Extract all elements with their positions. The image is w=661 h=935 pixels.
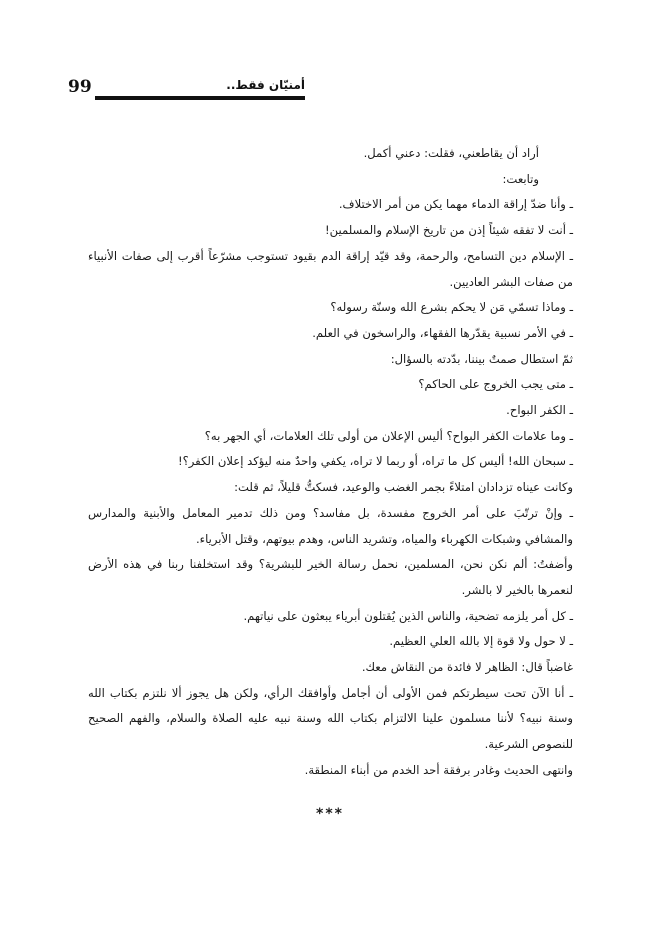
paragraph: ـ متى يجب الخروج على الحاكم؟ [418, 377, 573, 392]
paragraph: غاضباً قال: الظاهر لا فائدة من النقاش معك. [361, 660, 573, 675]
section-separator: *** [316, 806, 344, 822]
paragraph: ـ الكفر البواح. [506, 403, 573, 418]
paragraph: وانتهى الحديث وغادر برفقة أحد الخدم من أبناء المنطقة. [304, 762, 573, 777]
paragraph: وأضفتُ: ألم نكن نحن، المسلمين، نحمل رسالة الخير للبشرية؟ وقد استخلفنا ربنا في هذه الأرض لنعمرها بالخير لا بالشر. [88, 557, 573, 597]
paragraph: أراد أن يقاطعني، فقلت: دعني أكمل. [363, 146, 539, 160]
paragraph: ـ الإسلام دين التسامح، والرحمة، وقد قيّد إراقة الدم بقيود تستوجب مشرّعاً أقرب إلى صفات الأنبياء من صفات البشر العاديين. [88, 248, 573, 289]
page-number: 99 [68, 77, 92, 97]
paragraph: ـ سبحان الله! أليس كل ما تراه، أو ربما لا تراه، يكفي واحدٌ منه ليؤكد إعلان الكفر؟! [177, 454, 573, 469]
paragraph: ـ وماذا تسمّي مَن لا يحكم بشرع الله وسنّة رسوله؟ [330, 300, 573, 315]
paragraph: ـ وأنا ضدّ إراقة الدماء مهما يكن من أمر الاختلاف. [338, 197, 573, 212]
paragraph: ـ أنت لا تفقه شيئاً إذن من تاريخ الإسلام والمسلمين! [325, 223, 573, 238]
paragraph: ثمّ استطال صمتٌ بيننا، بدّدته بالسؤال: [390, 351, 573, 366]
paragraph: ـ وما علامات الكفر البواح؟ أليس الإعلان من أولى تلك العلامات، أي الجهر به؟ [204, 428, 573, 443]
paragraph: ـ كل أمر يلزمه تضحية، والناس الذين يُقتلون أبرياء يبعثون على نياتهم. [243, 608, 573, 623]
paragraph: وتابعت: [502, 171, 539, 186]
paragraph: ـ في الأمر نسبية يقدّرها الفقهاء، والراسخون في العلم. [312, 325, 573, 340]
header-rule [95, 96, 305, 100]
paragraph: ـ لا حول ولا قوة إلا بالله العلي العظيم. [389, 634, 573, 649]
paragraph: وكانت عيناه تزدادان امتلاءً بجمر الغضب والوعيد، فسكتُّ قليلاً، ثم قلت: [234, 480, 573, 495]
running-title: أمنيّان فقط.. [226, 78, 305, 92]
paragraph: ـ أنا الآن تحت سيطرتكم فمن الأولى أن أجامل وأوافقك الرأي، ولكن هل يجوز ألا نلتزم بكتاب الله وسنة نبيه؟ لأننا مسلمون علينا الالتزام بكتاب الله وسنة نبيه عليه الصلاة والسلام، والفهم الصحيح للنصوص الشرعية. [88, 685, 573, 752]
body-text [88, 141, 593, 784]
paragraph: ـ وإنْ ترتّبَ على أمر الخروج مفسدة، بل مفاسد؟ ومن ذلك تدمير المعامل والأبنية والمدارس والمشافي وشبكات الكهرباء والمياه، وتشريد الناس، وهدم بيوتهم، وقتل الأبرياء. [88, 505, 573, 546]
